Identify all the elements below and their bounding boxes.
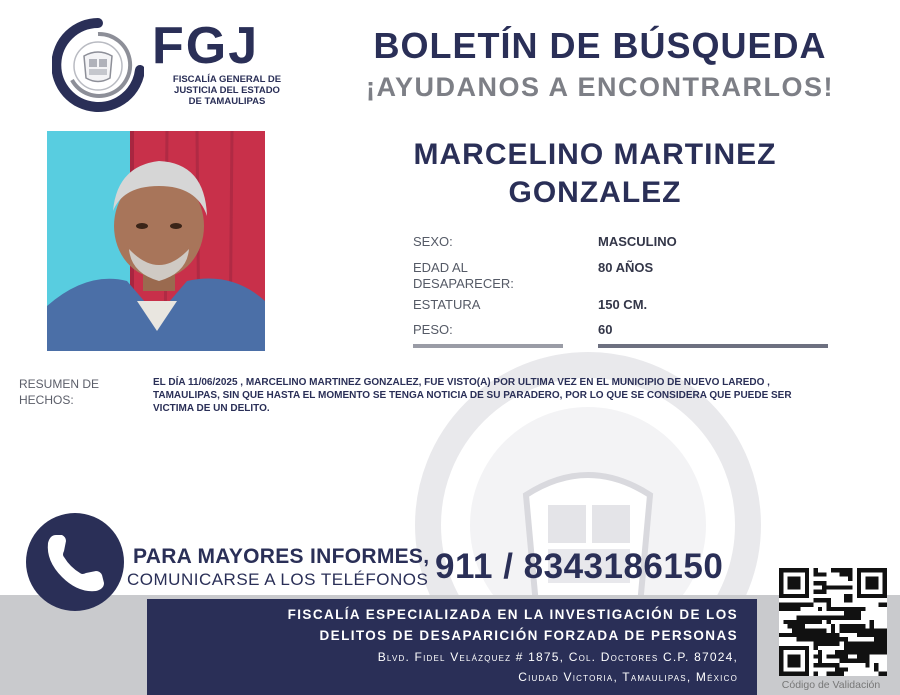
field-label-height: ESTATURA [413,297,481,312]
summary-label: RESUMEN DE HECHOS: [19,377,100,407]
phone-icon [26,513,124,611]
bulletin-subtitle: ¡AYUDANOS A ENCONTRARLOS! [365,72,834,102]
org-name-line: FISCALÍA GENERAL DE [172,74,282,85]
org-name-line: JUSTICIA DEL ESTADO [174,85,280,96]
phone-badge [26,513,124,611]
field-value-height: 150 CM. [598,297,648,312]
fgj-seal-icon [52,18,144,113]
fgj-logo [52,18,302,118]
contact-line1: PARA MAYORES INFORMES, [133,545,430,568]
org-name [152,74,302,107]
field-value-age: 80 AÑOS [598,260,654,275]
field-label-age: EDAD AL DESAPARECER: [413,260,514,291]
person-name-line2: GONZALEZ [508,176,682,209]
contact-line2: COMUNICARSE A LOS TELÉFONOS [127,570,429,589]
field-value-weight: 60 [598,322,613,337]
bulletin-title: BOLETÍN DE BÚSQUEDA [373,25,827,66]
qr-code[interactable] [778,568,888,676]
office-name-line2: DELITOS DE DESAPARICIÓN FORZADA DE PERSONAS [319,628,738,643]
field-value-sex: MASCULINO [598,234,677,249]
contact-phone: 911 / 8343186150 [435,547,724,586]
summary-text: EL DÍA 11/06/2025 , MARCELINO MARTINEZ GONZALEZ, FUE VISTO(A) POR ULTIMA VEZ EN EL MUNICIPIO DE NUEVO LAREDO , TAMAULIPAS, SIN QUE HASTA EL MOMENTO SE TENGA NOTICIA DE SU PARADERO, POR LO QUE SE CONSIDERA QUE PUEDE SER VICTIMA DE UN DELITO. [153,377,792,414]
person-photo [47,131,265,351]
office-address-line2: Ciudad Victoria, Tamaulipas, México [518,670,738,684]
org-name-line: DE TAMAULIPAS [188,96,266,107]
office-name-line1: FISCALÍA ESPECIALIZADA EN LA INVESTIGACIÓN DE LOS [287,607,738,622]
office-address-line1: Blvd. Fidel Velázquez # 1875, Col. Doctores C.P. 87024, [377,650,738,664]
clipped-field-row [410,344,840,351]
field-label-sex: SEXO: [413,234,453,249]
field-label-weight: PESO: [413,322,453,337]
qr-caption: Código de Validación [781,679,881,691]
org-acronym: FGJ [152,17,260,75]
person-name-line1: MARCELINO MARTINEZ [413,138,777,171]
person-name [350,136,840,212]
